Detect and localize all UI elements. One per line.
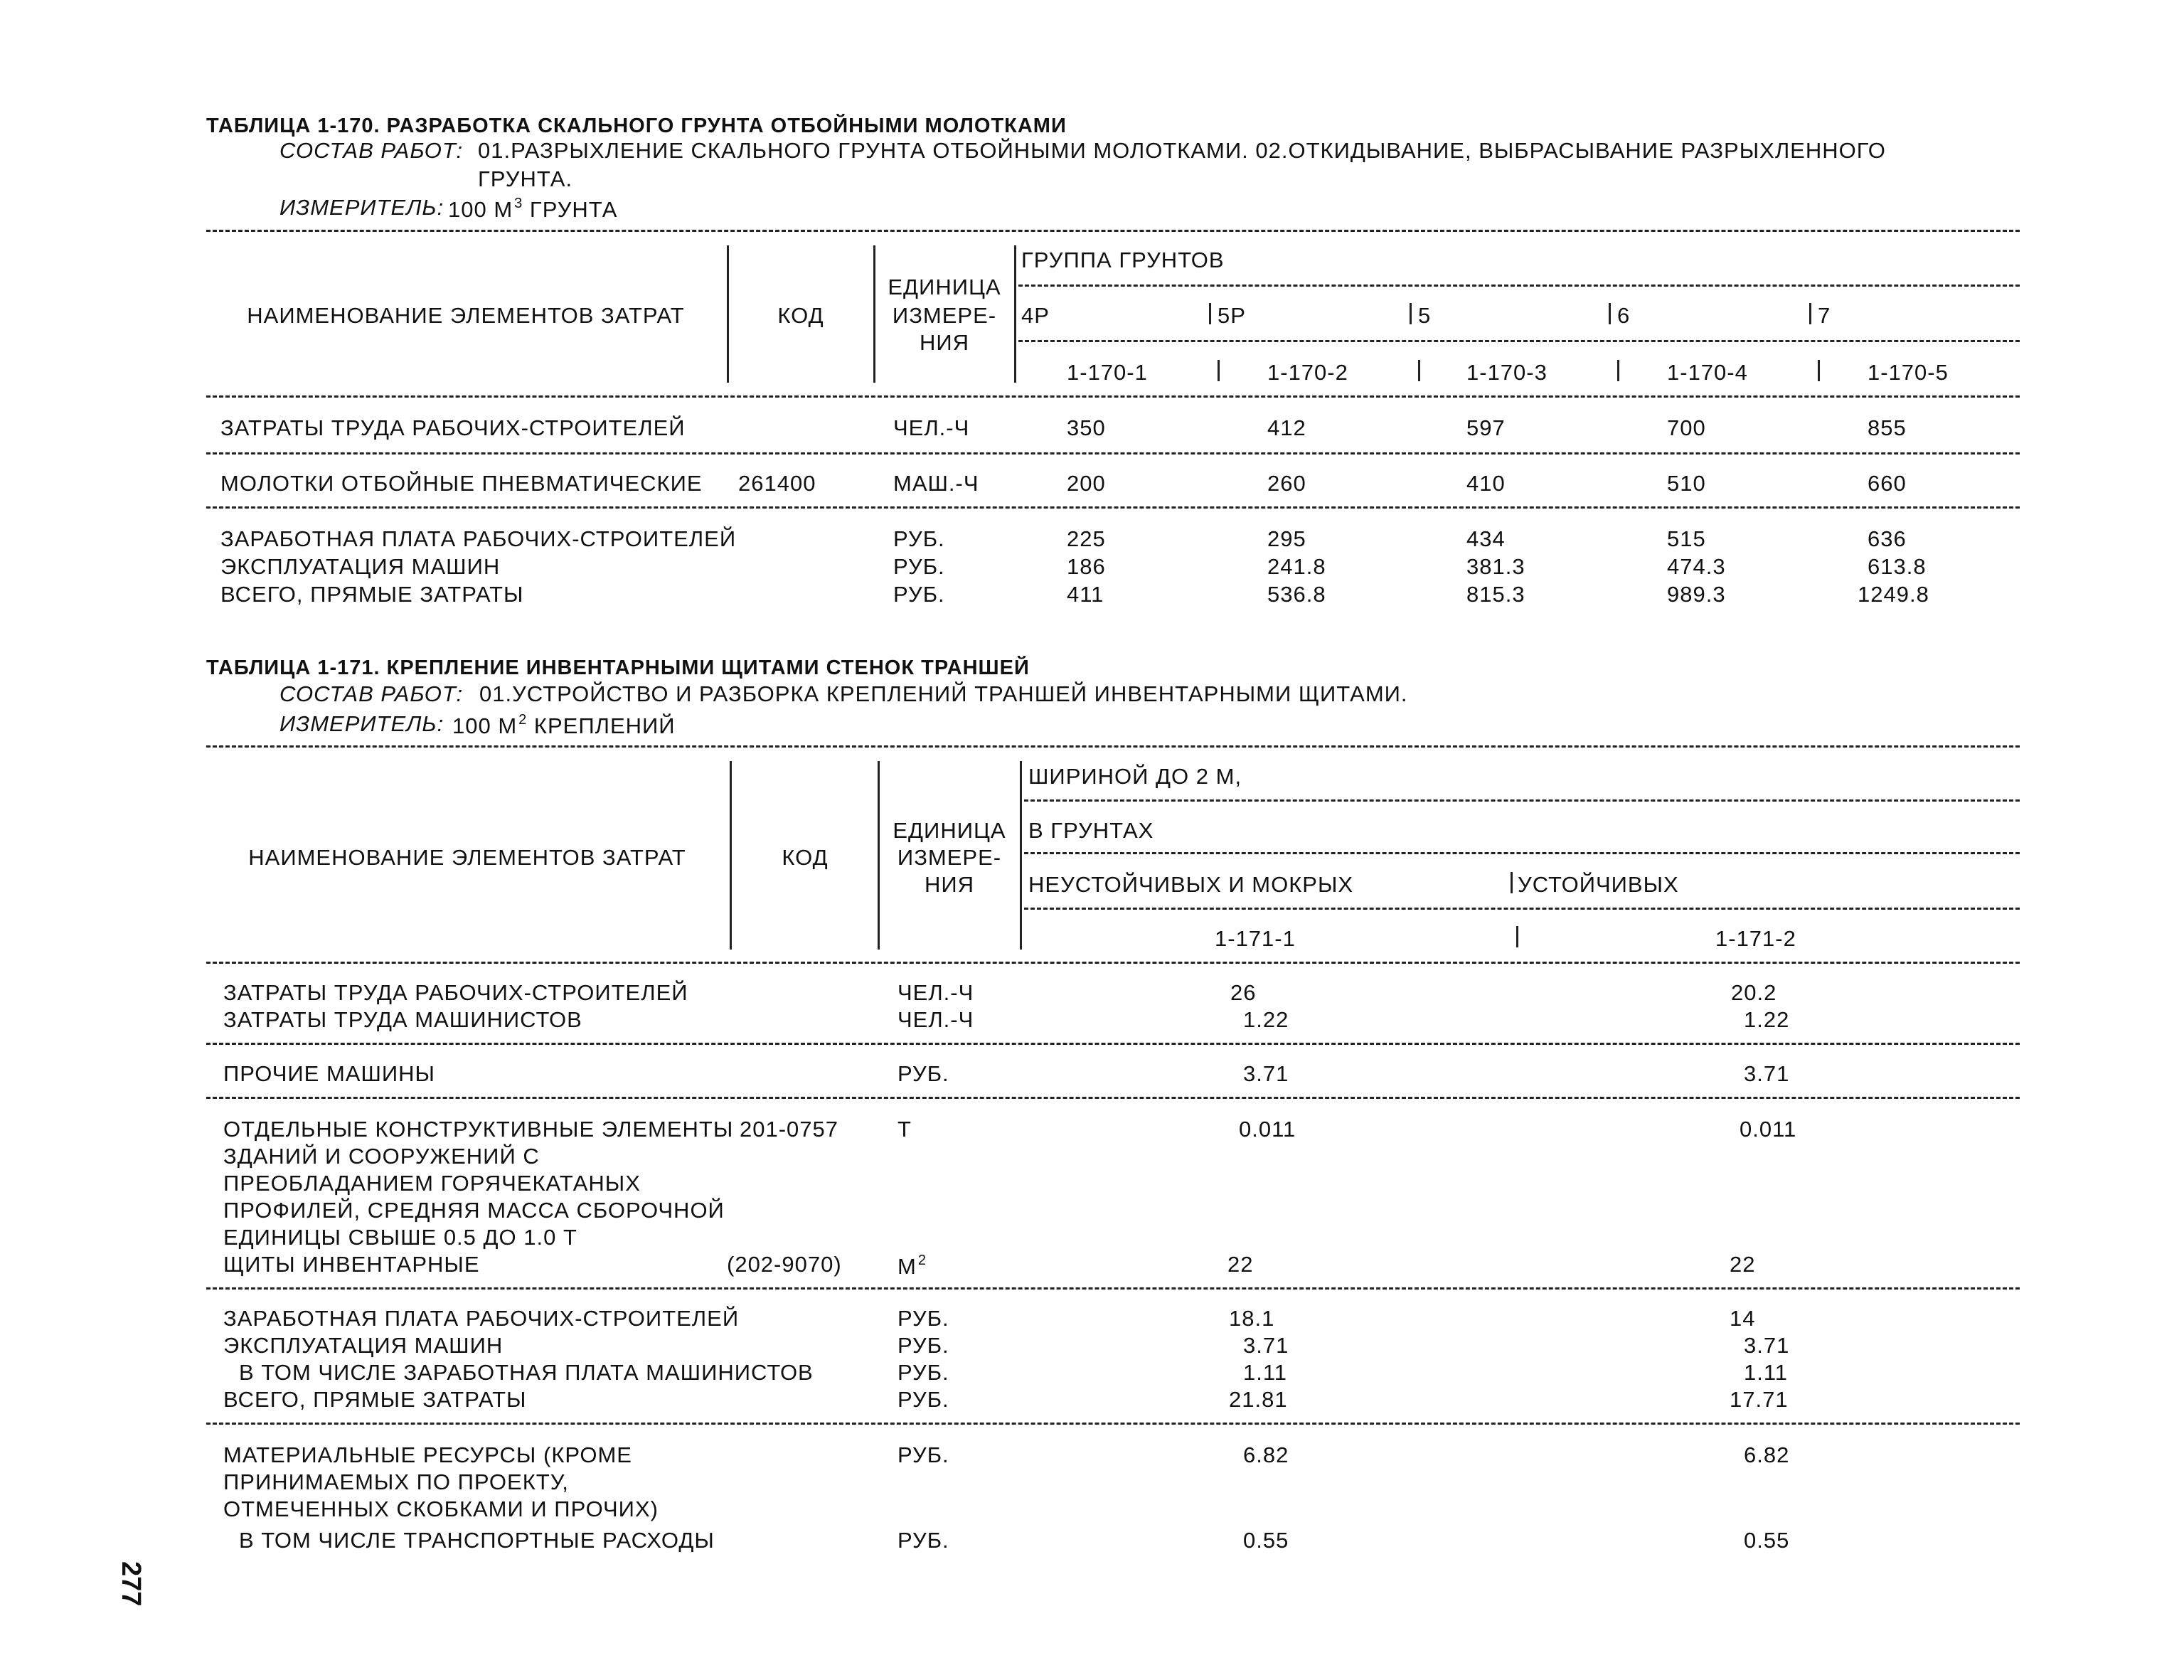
t170-unit-header-1: ЕДИНИЦА — [888, 275, 1001, 299]
t170-row-hammers-v4: 510 — [1667, 471, 1706, 496]
t170-row-total-name: ВСЕГО, ПРЯМЫЕ ЗАТРАТЫ — [220, 582, 524, 607]
t171-r5-unit: М $^2$ — [897, 1253, 927, 1279]
t170-row-salary-v5: 636 — [1868, 526, 1907, 551]
t171-sostav-line1: 01.УСТРОЙСТВО И РАЗБОРКА КРЕПЛЕНИЙ ТРАНШЕЙ ИНВЕНТАРНЫМИ ЩИТАМИ. — [479, 681, 1408, 706]
t171-r6-v1: 18.1 — [1229, 1306, 1275, 1331]
t171-r6-name: ЗАРАБОТНАЯ ПЛАТА РАБОЧИХ-СТРОИТЕЛЕЙ — [223, 1306, 740, 1331]
t170-sostav-line1: 01.РАЗРЫХЛЕНИЕ СКАЛЬНОГО ГРУНТА ОТБОЙНЫМИ МОЛОТКАМИ. 02.ОТКИДЫВАНИЕ, ВЫБРАСЫВАНИЕ РАЗРЫХЛЕННОГО — [478, 138, 1886, 163]
t170-unit-header-3: НИЯ — [919, 330, 970, 355]
t171-r11-v1: 0.55 — [1243, 1528, 1289, 1553]
t171-izm-value: 100 М $^2$ КРЕПЛЕНИЙ — [452, 712, 676, 738]
t170-row-labor-v3: 597 — [1466, 415, 1506, 440]
t171-r9-v1: 21.81 — [1229, 1387, 1288, 1412]
t171-r1-name: ЗАТРАТЫ ТРУДА РАБОЧИХ-СТРОИТЕЛЕЙ — [223, 980, 688, 1005]
t171-r4-code: 201-0757 — [740, 1117, 839, 1142]
t171-izm-label: ИЗМЕРИТЕЛЬ: — [279, 711, 444, 736]
t171-r2-unit: ЧЕЛ.-Ч — [897, 1007, 974, 1032]
t171-r10-line3: ОТМЕЧЕННЫХ СКОБКАМИ И ПРОЧИХ) — [223, 1496, 659, 1521]
t171-r7-v2: 3.71 — [1744, 1333, 1790, 1358]
t170-row-salary-v4: 515 — [1667, 526, 1706, 551]
t171-r6-unit: РУБ. — [897, 1306, 949, 1331]
t170-sostav-line2: ГРУНТА. — [478, 166, 573, 191]
t170-row-machines-unit: РУБ. — [893, 554, 945, 579]
t171-r4-line2: ЗДАНИЙ И СООРУЖЕНИЙ С — [223, 1144, 540, 1169]
t170-row-labor-unit: ЧЕЛ.-Ч — [893, 415, 970, 440]
t171-r4-line1: ОТДЕЛЬНЫЕ КОНСТРУКТИВНЫЕ ЭЛЕМЕНТЫ — [223, 1117, 734, 1142]
t171-r3-v1: 3.71 — [1243, 1061, 1289, 1086]
t170-row-hammers-v1: 200 — [1067, 471, 1106, 496]
t170-row-salary-v1: 225 — [1067, 526, 1106, 551]
t170-row-machines-v2: 241.8 — [1267, 554, 1326, 579]
t171-r1-v2: 20.2 — [1731, 980, 1777, 1005]
t171-r8-v2: 1.11 — [1744, 1360, 1789, 1385]
t170-row-salary-v2: 295 — [1267, 526, 1306, 551]
t171-r5-code: (202-9070) — [727, 1252, 842, 1277]
t171-r4-line5: ЕДИНИЦЫ СВЫШЕ 0.5 ДО 1.0 Т — [223, 1225, 577, 1250]
t170-row-labor-v1: 350 — [1067, 415, 1106, 440]
t171-r10-unit: РУБ. — [897, 1442, 949, 1467]
t171-r11-unit: РУБ. — [897, 1528, 949, 1553]
t171-r2-v2: 1.22 — [1744, 1007, 1790, 1032]
t171-r4-v2: 0.011 — [1740, 1117, 1797, 1142]
t171-sostav-label: СОСТАВ РАБОТ: — [279, 681, 464, 706]
t171-sub-header-2: УСТОЙЧИВЫХ — [1518, 872, 1679, 897]
t170-row-machines-v5: 613.8 — [1868, 554, 1927, 579]
t170-code-3: 1-170-3 — [1466, 360, 1548, 385]
t170-unit-header-2: ИЗМЕРЕ- — [892, 303, 997, 328]
t170-row-machines-v3: 381.3 — [1466, 554, 1525, 579]
t170-row-labor-v5: 855 — [1868, 415, 1907, 440]
t170-izm-value: 100 М $^3$ ГРУНТА — [448, 196, 618, 222]
t171-r1-unit: ЧЕЛ.-Ч — [897, 980, 974, 1005]
t171-r9-unit: РУБ. — [897, 1387, 949, 1412]
t170-row-machines-v1: 186 — [1067, 554, 1106, 579]
t170-code-2: 1-170-2 — [1267, 360, 1348, 385]
t171-r4-line4: ПРОФИЛЕЙ, СРЕДНЯЯ МАССА СБОРОЧНОЙ — [223, 1198, 725, 1223]
t171-r8-name: В ТОМ ЧИСЛЕ ЗАРАБОТНАЯ ПЛАТА МАШИНИСТОВ — [239, 1360, 814, 1385]
t171-r1-v1: 26 — [1230, 980, 1257, 1005]
table-170-title: ТАБЛИЦА 1-170. РАЗРАБОТКА СКАЛЬНОГО ГРУНТА ОТБОЙНЫМИ МОЛОТКАМИ — [206, 115, 1067, 137]
t170-row-labor-v2: 412 — [1267, 415, 1306, 440]
t170-row-hammers-name: МОЛОТКИ ОТБОЙНЫЕ ПНЕВМАТИЧЕСКИЕ — [220, 471, 703, 496]
t171-r7-name: ЭКСПЛУАТАЦИЯ МАШИН — [223, 1333, 504, 1358]
t170-row-salary-unit: РУБ. — [893, 526, 945, 551]
t171-code-header: КОД — [782, 845, 829, 870]
t170-name-header: НАИМЕНОВАНИЕ ЭЛЕМЕНТОВ ЗАТРАТ — [247, 303, 685, 328]
t170-code-4: 1-170-4 — [1667, 360, 1748, 385]
t170-izm-label: ИЗМЕРИТЕЛЬ: — [279, 195, 444, 220]
t170-group-header: ГРУППА ГРУНТОВ — [1021, 248, 1225, 272]
t170-sostav-label: СОСТАВ РАБОТ: — [279, 138, 464, 163]
t171-r9-v2: 17.71 — [1730, 1387, 1789, 1412]
t171-code-1: 1-171-1 — [1215, 926, 1296, 951]
t170-row-labor-name: ЗАТРАТЫ ТРУДА РАБОЧИХ-СТРОИТЕЛЕЙ — [220, 415, 686, 440]
t171-sub-header-1: НЕУСТОЙЧИВЫХ И МОКРЫХ — [1028, 872, 1354, 897]
t170-row-total-v1: 411 — [1067, 582, 1104, 607]
table-171-title: ТАБЛИЦА 1-171. КРЕПЛЕНИЕ ИНВЕНТАРНЫМИ ЩИТАМИ СТЕНОК ТРАНШЕЙ — [206, 656, 1030, 679]
t171-r6-v2: 14 — [1730, 1306, 1756, 1331]
t170-code-5: 1-170-5 — [1868, 360, 1949, 385]
t170-row-hammers-v5: 660 — [1868, 471, 1907, 496]
t171-r3-unit: РУБ. — [897, 1061, 949, 1086]
t171-r11-v2: 0.55 — [1744, 1528, 1790, 1553]
t170-row-total-v3: 815.3 — [1466, 582, 1525, 607]
t171-code-2: 1-171-2 — [1715, 926, 1796, 951]
t170-row-salary-name: ЗАРАБОТНАЯ ПЛАТА РАБОЧИХ-СТРОИТЕЛЕЙ — [220, 526, 737, 551]
t171-r8-unit: РУБ. — [897, 1360, 949, 1385]
t170-code-header: КОД — [777, 303, 824, 328]
t170-row-machines-v4: 474.3 — [1667, 554, 1726, 579]
t170-row-hammers-code: 261400 — [738, 471, 816, 496]
t171-r5-name: ЩИТЫ ИНВЕНТАРНЫЕ — [223, 1252, 480, 1277]
t171-r5-v1: 22 — [1227, 1252, 1254, 1277]
t171-r2-name: ЗАТРАТЫ ТРУДА МАШИНИСТОВ — [223, 1007, 582, 1032]
t171-r10-line2: ПРИНИМАЕМЫХ ПО ПРОЕКТУ, — [223, 1469, 569, 1494]
t171-r2-v1: 1.22 — [1243, 1007, 1289, 1032]
t171-r4-v1: 0.011 — [1239, 1117, 1296, 1142]
t171-r8-v1: 1.11 — [1243, 1360, 1288, 1385]
t170-row-machines-name: ЭКСПЛУАТАЦИЯ МАШИН — [220, 554, 501, 579]
t170-row-labor-v4: 700 — [1667, 415, 1706, 440]
t171-r5-v2: 22 — [1730, 1252, 1756, 1277]
t171-r3-v2: 3.71 — [1744, 1061, 1790, 1086]
t170-group-5r: 5Р — [1218, 303, 1246, 328]
t170-group-4r: 4Р — [1021, 303, 1050, 328]
t171-r10-line1: МАТЕРИАЛЬНЫЕ РЕСУРСЫ (КРОМЕ — [223, 1442, 632, 1467]
t170-group-5: 5 — [1418, 303, 1432, 328]
t170-row-hammers-v3: 410 — [1466, 471, 1506, 496]
page-number: 277 — [116, 1561, 146, 1607]
t170-group-7: 7 — [1818, 303, 1831, 328]
t170-row-total-v4: 989.3 — [1667, 582, 1726, 607]
t171-r4-unit: Т — [897, 1117, 912, 1142]
t170-row-salary-v3: 434 — [1466, 526, 1506, 551]
t170-group-6: 6 — [1617, 303, 1631, 328]
t171-unit-header-2: ИЗМЕРЕ- — [897, 845, 1002, 870]
t170-row-total-unit: РУБ. — [893, 582, 945, 607]
t171-width-header: ШИРИНОЙ ДО 2 М, — [1028, 764, 1242, 789]
t171-r10-v1: 6.82 — [1243, 1442, 1289, 1467]
t171-soil-header: В ГРУНТАХ — [1028, 818, 1154, 843]
t171-unit-header-1: ЕДИНИЦА — [893, 818, 1006, 843]
t170-row-hammers-unit: МАШ.-Ч — [893, 471, 979, 496]
t171-r11-name: В ТОМ ЧИСЛЕ ТРАНСПОРТНЫЕ РАСХОДЫ — [239, 1528, 715, 1553]
t171-r7-unit: РУБ. — [897, 1333, 949, 1358]
t171-r9-name: ВСЕГО, ПРЯМЫЕ ЗАТРАТЫ — [223, 1387, 527, 1412]
t170-row-total-v2: 536.8 — [1267, 582, 1326, 607]
t171-unit-header-3: НИЯ — [924, 872, 975, 897]
t170-code-1: 1-170-1 — [1067, 360, 1148, 385]
t171-r3-name: ПРОЧИЕ МАШИНЫ — [223, 1061, 435, 1086]
t171-name-header: НАИМЕНОВАНИЕ ЭЛЕМЕНТОВ ЗАТРАТ — [248, 845, 686, 870]
t170-row-hammers-v2: 260 — [1267, 471, 1306, 496]
t171-r10-v2: 6.82 — [1744, 1442, 1790, 1467]
t171-r4-line3: ПРЕОБЛАДАНИЕМ ГОРЯЧЕКАТАНЫХ — [223, 1171, 641, 1196]
t171-r7-v1: 3.71 — [1243, 1333, 1289, 1358]
t170-row-total-v5: 1249.8 — [1858, 582, 1929, 607]
